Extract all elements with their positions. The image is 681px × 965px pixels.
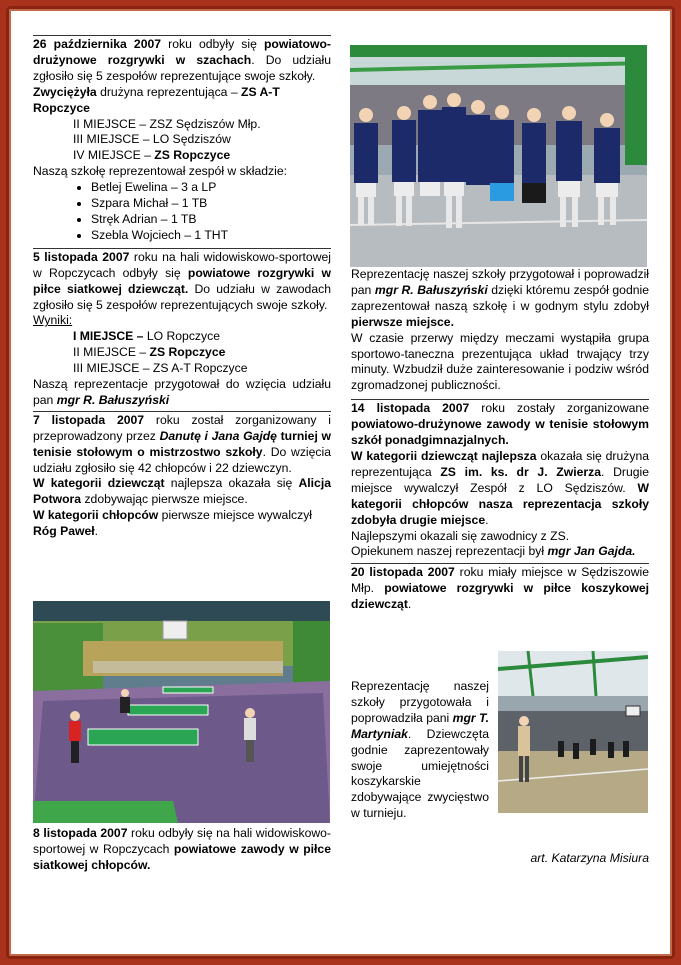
volleyball-place-3: III MIEJSCE – ZS A-T Ropczyce (73, 361, 248, 376)
county-table-tennis-results: W kategorii dziewcząt najlepsza okazała się drużyna reprezentująca ZS im. ks. dr J. Zwierza. Drugie miejsce wywalczył Zespół z LO Sędziszów. W kategorii chłopców nasza reprezentacja szkoły zdobyła drugie miejsce. (351, 448, 650, 527)
volleyball-place-1: I MIEJSCE – LO Ropczyce (73, 329, 220, 344)
chess-team-intro: Naszą szkołę reprezentował zespół w składzie: (33, 164, 288, 179)
divider (351, 563, 649, 564)
table-tennis-girls: W kategorii dziewcząt najlepsza okazała się Alicja Potwora zdobywając pierwsze miejsce. (33, 476, 331, 507)
table-tennis-article: 7 listopada 2007 roku został zorganizowany i przeprowadzony przez Danutę i Jana Gajdę turniej w tenisie stołowym o mistrzostwo szkoły. Do wzięcia udziału zgłosiło się 42 chłopców i 22 dziewczyn. (33, 412, 332, 475)
dance-group-note: W czasie przerwy między meczami wystąpiła grupa sportowo-taneczna prezentująca układ trwający trzy minuty. Wzbudził duże zainteresowanie i podziw wśród zgromadzonej publiczności. (351, 330, 649, 393)
list-item: • Szpara Michał – 1 TB (91, 196, 331, 212)
chess-place-2: II MIEJSCE – ZSZ Sędziszów Młp. (73, 116, 261, 131)
county-table-tennis-best: Najlepszymi okazali się zawodnicy z ZS. (351, 528, 570, 543)
basketball-article-heading: 20 listopada 2007 roku miały miejsce w Sędziszowie Młp. powiatowe rozgrywki w piłce koszykowej dziewcząt. (351, 565, 649, 612)
boys-volleyball-article: 8 listopada 2007 roku odbyły się na hali widowiskowo-sportowej w Ropczycach powiatowe zawody w piłce siatkowej chłopców. (33, 826, 331, 872)
list-item: • Szebla Wojciech – 1 THT (91, 228, 331, 244)
results-label: Wyniki: (33, 313, 73, 328)
chess-winner: Zwyciężyła drużyna reprezentująca – ZS A-T Ropczyce (33, 84, 280, 115)
table-tennis-boys: W kategorii chłopców pierwsze miejsce wywalczył Róg Paweł. (33, 508, 313, 539)
chess-place-4: IV MIEJSCE – ZS Ropczyce (73, 148, 231, 163)
chess-article: 26 października 2007 roku odbyły się powiatowo-drużynowe rozgrywki w szachach. Do udziału zgłosiło się 5 zespołów reprezentujące swoje szkoły. (33, 37, 331, 83)
photo-table-tennis-hall (33, 601, 330, 823)
girls-volleyball-article: 5 listopada 2007 roku na hali widowiskowo-sportowej w Ropczycach odbyły się powiatowe rozgrywki w piłce siatkowej dziewcząt. Do udziału w zawodach zgłosiło się 5 zespołów reprezentujących swoje szkoły. (33, 249, 331, 312)
photo-volleyball-team (350, 45, 647, 267)
list-item: • Stręk Adrian – 1 TB (91, 212, 331, 228)
right-column (351, 267, 649, 613)
article-author: art. Katarzyna Misiura (530, 851, 649, 865)
divider (351, 399, 649, 400)
photo-basketball-match (498, 651, 648, 813)
boys-volleyball-continued: Reprezentację naszej szkoły przygotował i poprowadził pan mgr R. Bałuszyński dzięki któremu zespół godnie zaprezentował naszą szkołę i w godnym stylu zdobył pierwsze miejsce. (351, 267, 649, 329)
chess-team-list (33, 180, 331, 244)
volleyball-coach: Naszą reprezentacje przygotował do wzięcia udziału pan mgr R. Bałuszyński (33, 377, 331, 407)
list-item: • Betlej Ewelina – 3 a LP (91, 180, 331, 196)
volleyball-place-2: II MIEJSCE – ZS Ropczyce (73, 345, 226, 360)
county-table-tennis-coach: Opiekunem naszej reprezentacji był mgr Jan Gajda. (351, 544, 636, 559)
basketball-article-body: Reprezentację naszej szkoły przygotowała i poprowadziła pani mgr T. Martyniak. Dziewczęta godnie zaprezentowały swoje umiejętności koszykarskie zdobywające zwycięstwo w turnieju. (351, 679, 489, 821)
divider (33, 35, 331, 36)
divider (33, 248, 331, 249)
county-table-tennis-article: 14 listopada 2007 roku zostały zorganizowane powiatowo-drużynowe zawody w tenisie stołowym szkół ponadgimnazjalnych. (351, 401, 649, 448)
divider (33, 411, 331, 412)
left-column (33, 35, 331, 540)
chess-place-3: III MIEJSCE – LO Sędziszów (73, 132, 231, 147)
